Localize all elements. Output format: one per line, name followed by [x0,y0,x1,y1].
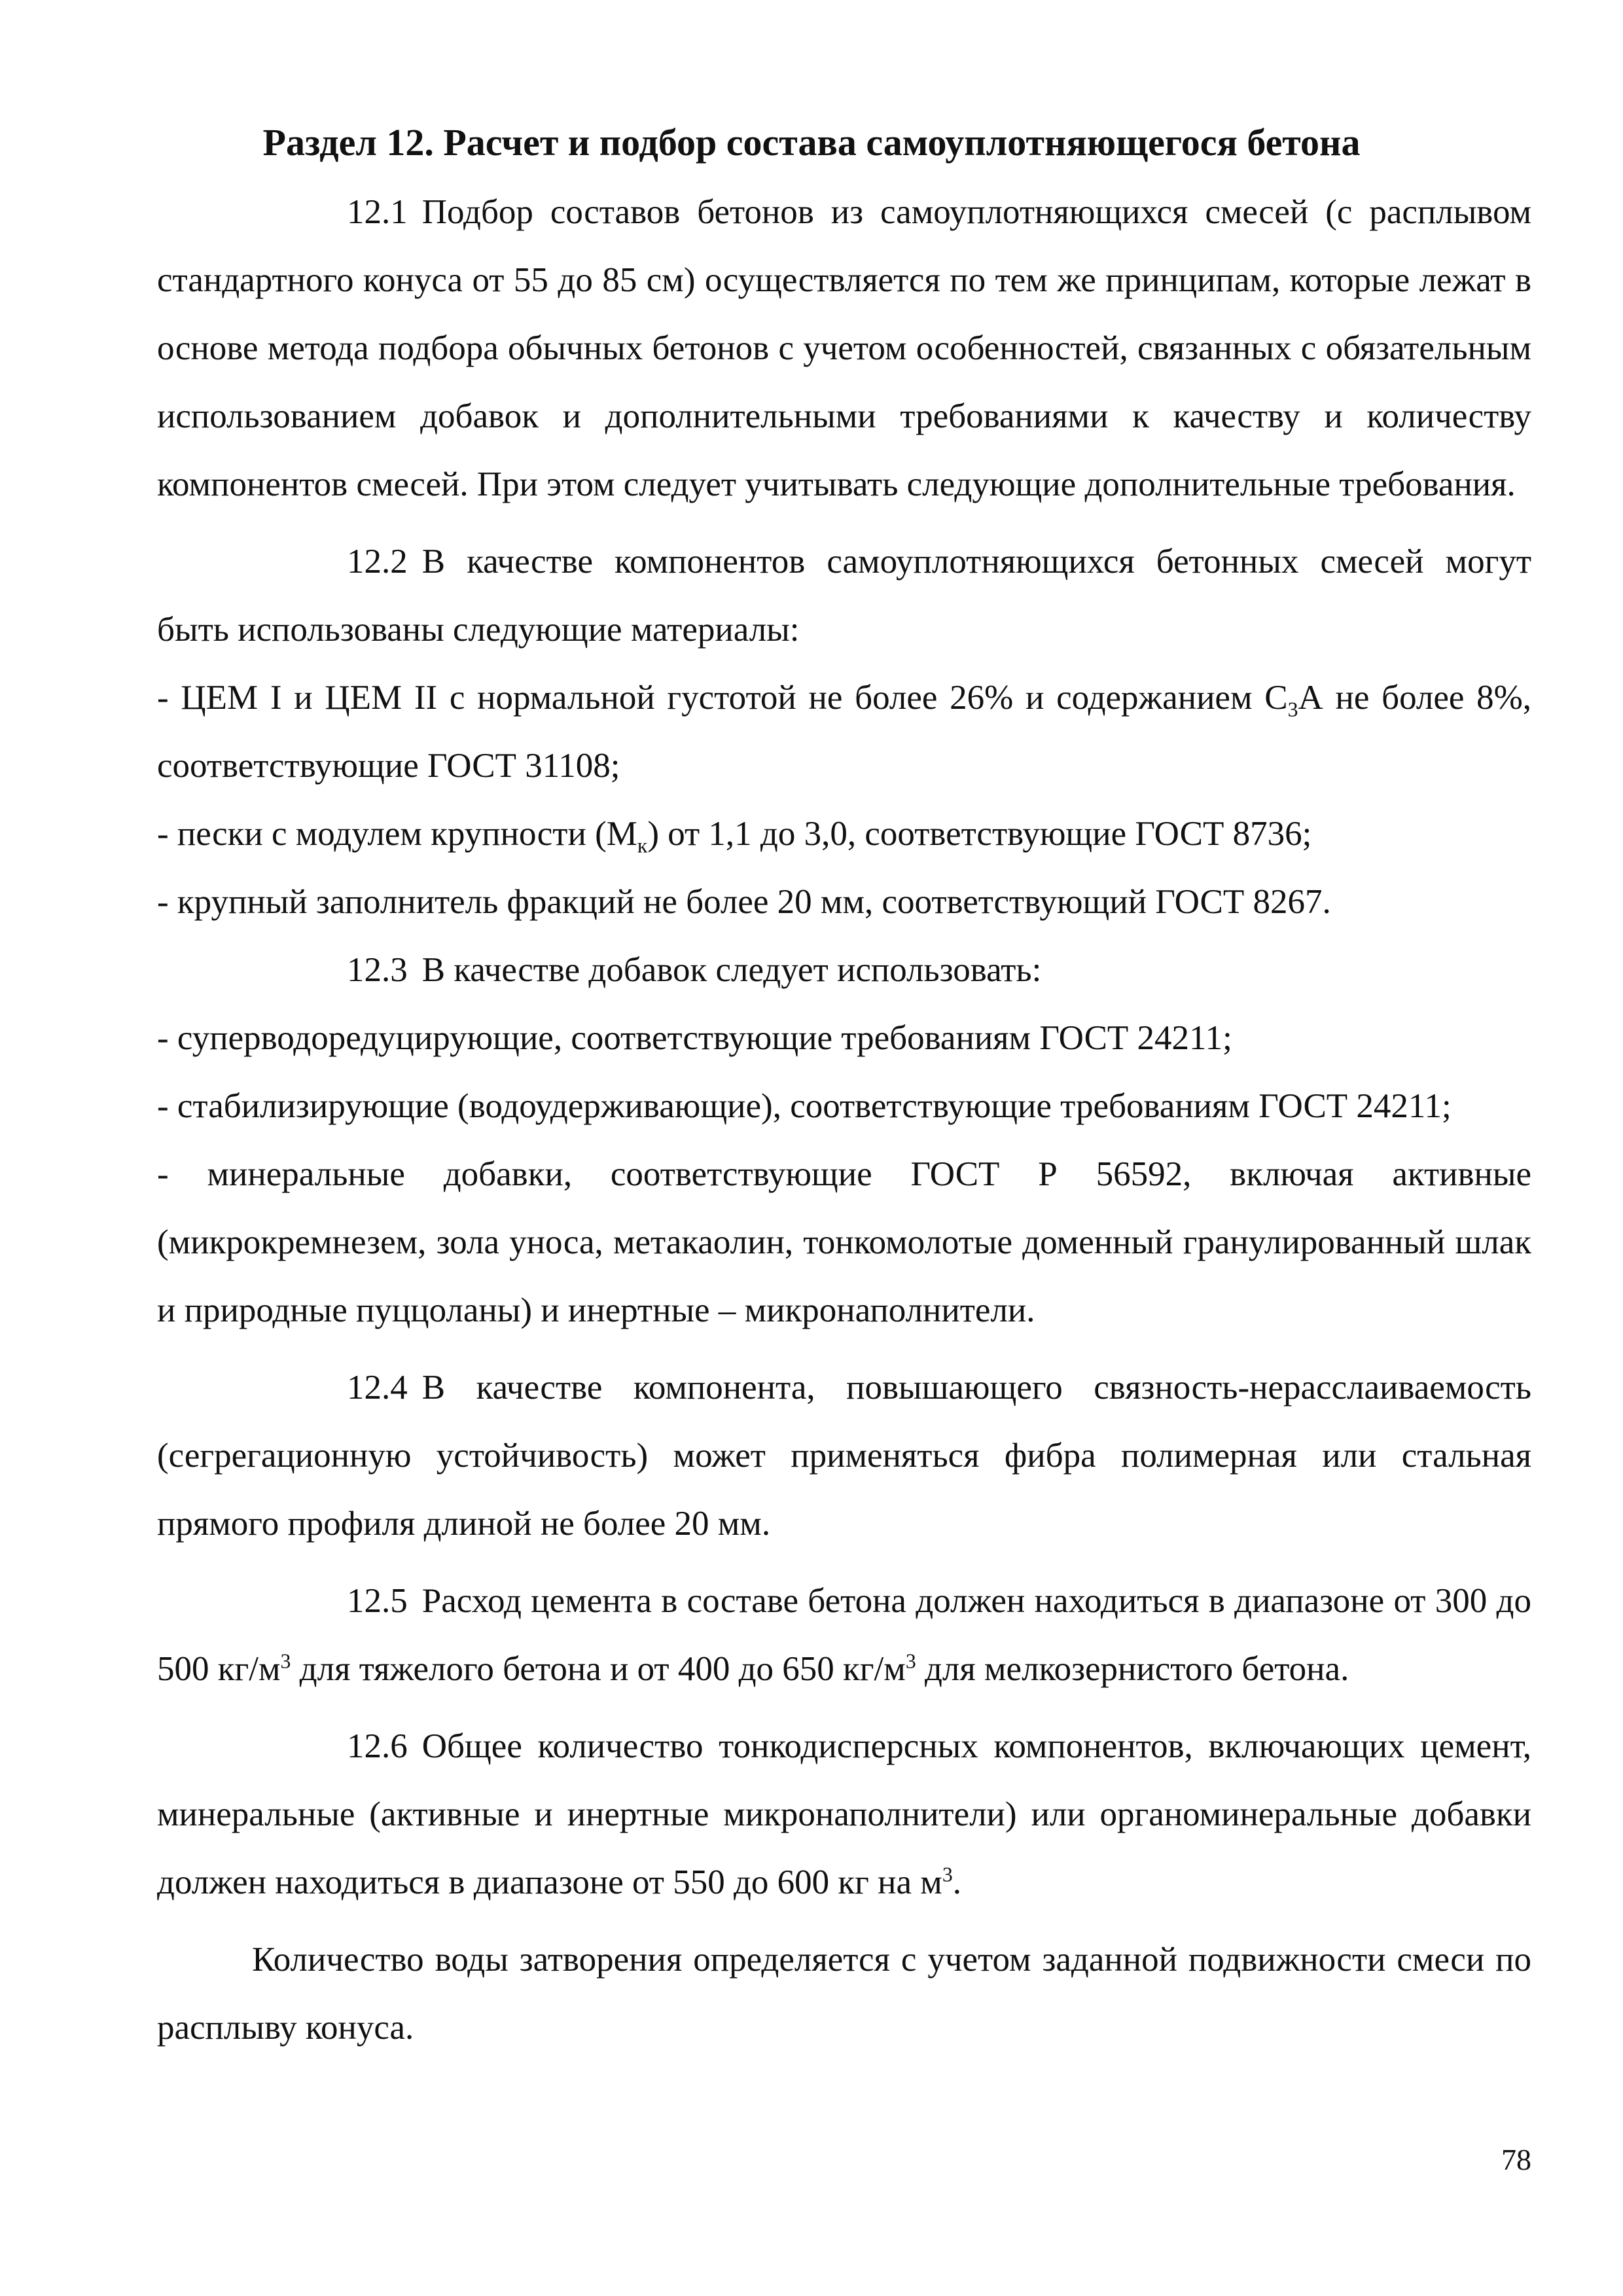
clause-number: 12.5 [347,1582,408,1620]
clause-number: 12.2 [347,543,408,581]
page-number: 78 [1501,2143,1531,2176]
document-body [157,178,1531,2062]
paragraph-text: В качестве компонента, повышающего связность-нерасслаиваемость (сегрегационную устойчивость) может применяться фибра полимерная или стальная прямого профиля длиной не более 20 мм. [157,1369,1531,1543]
clause-number: 12.3 [347,951,408,989]
paragraph-12-3 [157,936,1531,1004]
list-item-stabilizing: - стабилизирующие (водоудерживающие), соответствующие требованиям ГОСТ 24211; [157,1087,1452,1125]
paragraph-12-2 [157,528,1531,664]
section-title: Раздел 12. Расчет и подбор состава самоуплотняющегося бетона [262,121,1361,164]
paragraph-text: Подбор составов бетонов из самоуплотняющихся смесей (с расплывом стандартного конуса от 55 до 85 см) осуществляется по тем же принципам, которые лежат в основе метода подбора обычных бетонов с учетом особенностей, связанных с обязательным использованием добавок и дополнительными требованиями к качеству и количеству компонентов смесей. При этом следует учитывать следующие дополнительные требования. [157,193,1531,503]
list-item-superplasticizer: - суперводоредуцирующие, соответствующие требованиям ГОСТ 24211; [157,1019,1232,1057]
list-item-coarse-aggregate: - крупный заполнитель фракций не более 20 мм, соответствующий ГОСТ 8267. [157,883,1331,921]
paragraph-12-1 [157,178,1531,518]
paragraph-12-5: 12.5 Расход цемента в составе бетона должен находиться в диапазоне от 300 до 500 $кг/м^3$ для тяжелого бетона и от 400 до 650 $кг/м^3$ для мелкозернистого бетона. [157,1567,1531,1703]
list-item-sand: - пески с модулем крупности $(М_к)$ от 1,1 до 3,0, соответствующие ГОСТ 8736; [157,815,1312,857]
paragraph-text: В качестве компонентов самоуплотняющихся бетонных смесей могут быть использованы следующие материалы: [157,543,1531,649]
clause-number: 12.4 [347,1369,408,1407]
paragraph-12-6: 12.6 Общее количество тонкодисперсных компонентов, включающих цемент, минеральные (активные и инертные микронаполнители) или органоминеральные добавки должен находиться в диапазоне от 550 до 600 кг на $м^3$. [157,1712,1531,1916]
clause-number: 12.6 [347,1727,408,1765]
paragraph-text: В качестве добавок следует использовать: [421,951,1042,989]
paragraph-12-4 [157,1354,1531,1558]
paragraph-water: Количество воды затворения определяется с учетом заданной подвижности смеси по расплыву конуса. [157,1941,1531,2047]
list-item-mineral-additives: - минеральные добавки, соответствующие ГОСТ Р 56592, включая активные (микрокремнезем, зола уноса, метакаолин, тонкомолотые доменный гранулированный шлак и природные пуццоланы) и инертные – микронаполнители. [157,1155,1531,1329]
clause-number: 12.1 [347,193,408,231]
list-item-cement: - ЦЕМ I и ЦЕМ II с нормальной густотой не более 26% и содержанием $С_3А$ не более 8%, соответствующие ГОСТ 31108; [157,679,1531,785]
